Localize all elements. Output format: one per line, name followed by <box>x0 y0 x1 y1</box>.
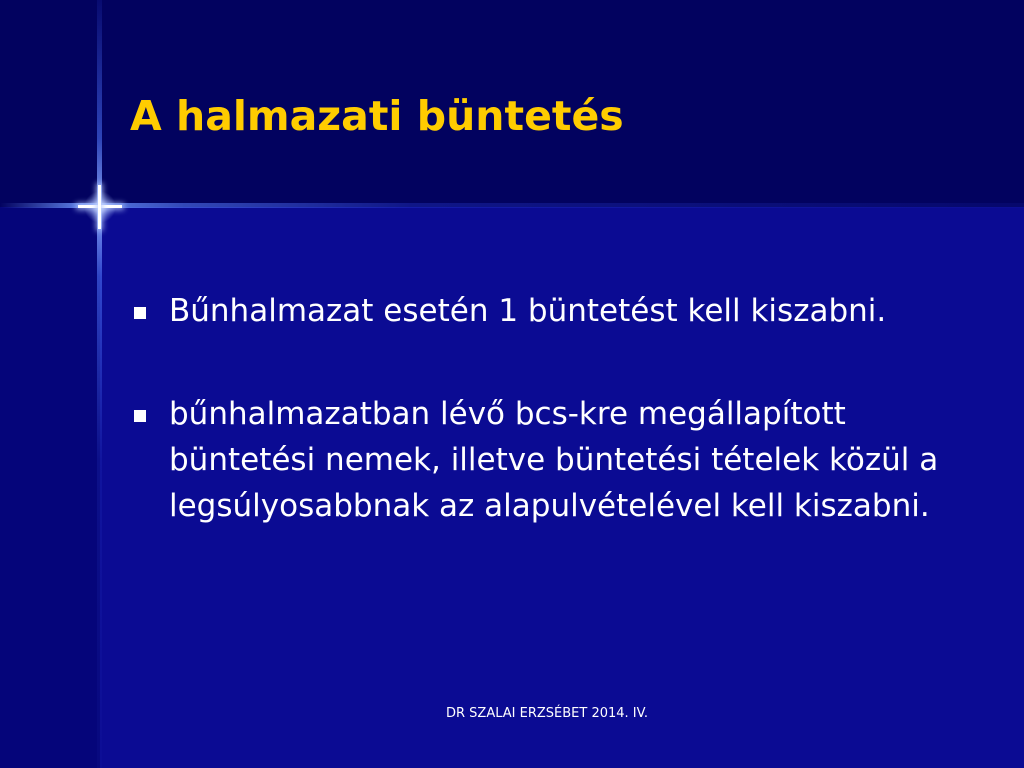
horizontal-glow-line <box>0 203 1024 208</box>
bullet-item <box>130 391 990 529</box>
bullet-list <box>130 288 990 529</box>
bullet-text: Bűnhalmazat esetén 1 büntetést kell kiszabni. <box>169 293 887 329</box>
slide-footer: DR SZALAI ERZSÉBET 2014. IV. <box>446 706 648 721</box>
square-bullet-icon <box>134 410 146 422</box>
slide-title: A halmazati büntetés <box>130 92 624 140</box>
left-margin-band <box>0 207 100 768</box>
vertical-glow-line <box>97 0 102 768</box>
sparkle-icon <box>78 185 122 229</box>
bullet-item <box>130 288 990 334</box>
square-bullet-icon <box>134 307 146 319</box>
bullet-text: bűnhalmazatban lévő bcs-kre megállapított büntetési nemek, illetve büntetési tételek közül a legsúlyosabbnak az alapulvételével kell kiszabni. <box>169 396 939 524</box>
